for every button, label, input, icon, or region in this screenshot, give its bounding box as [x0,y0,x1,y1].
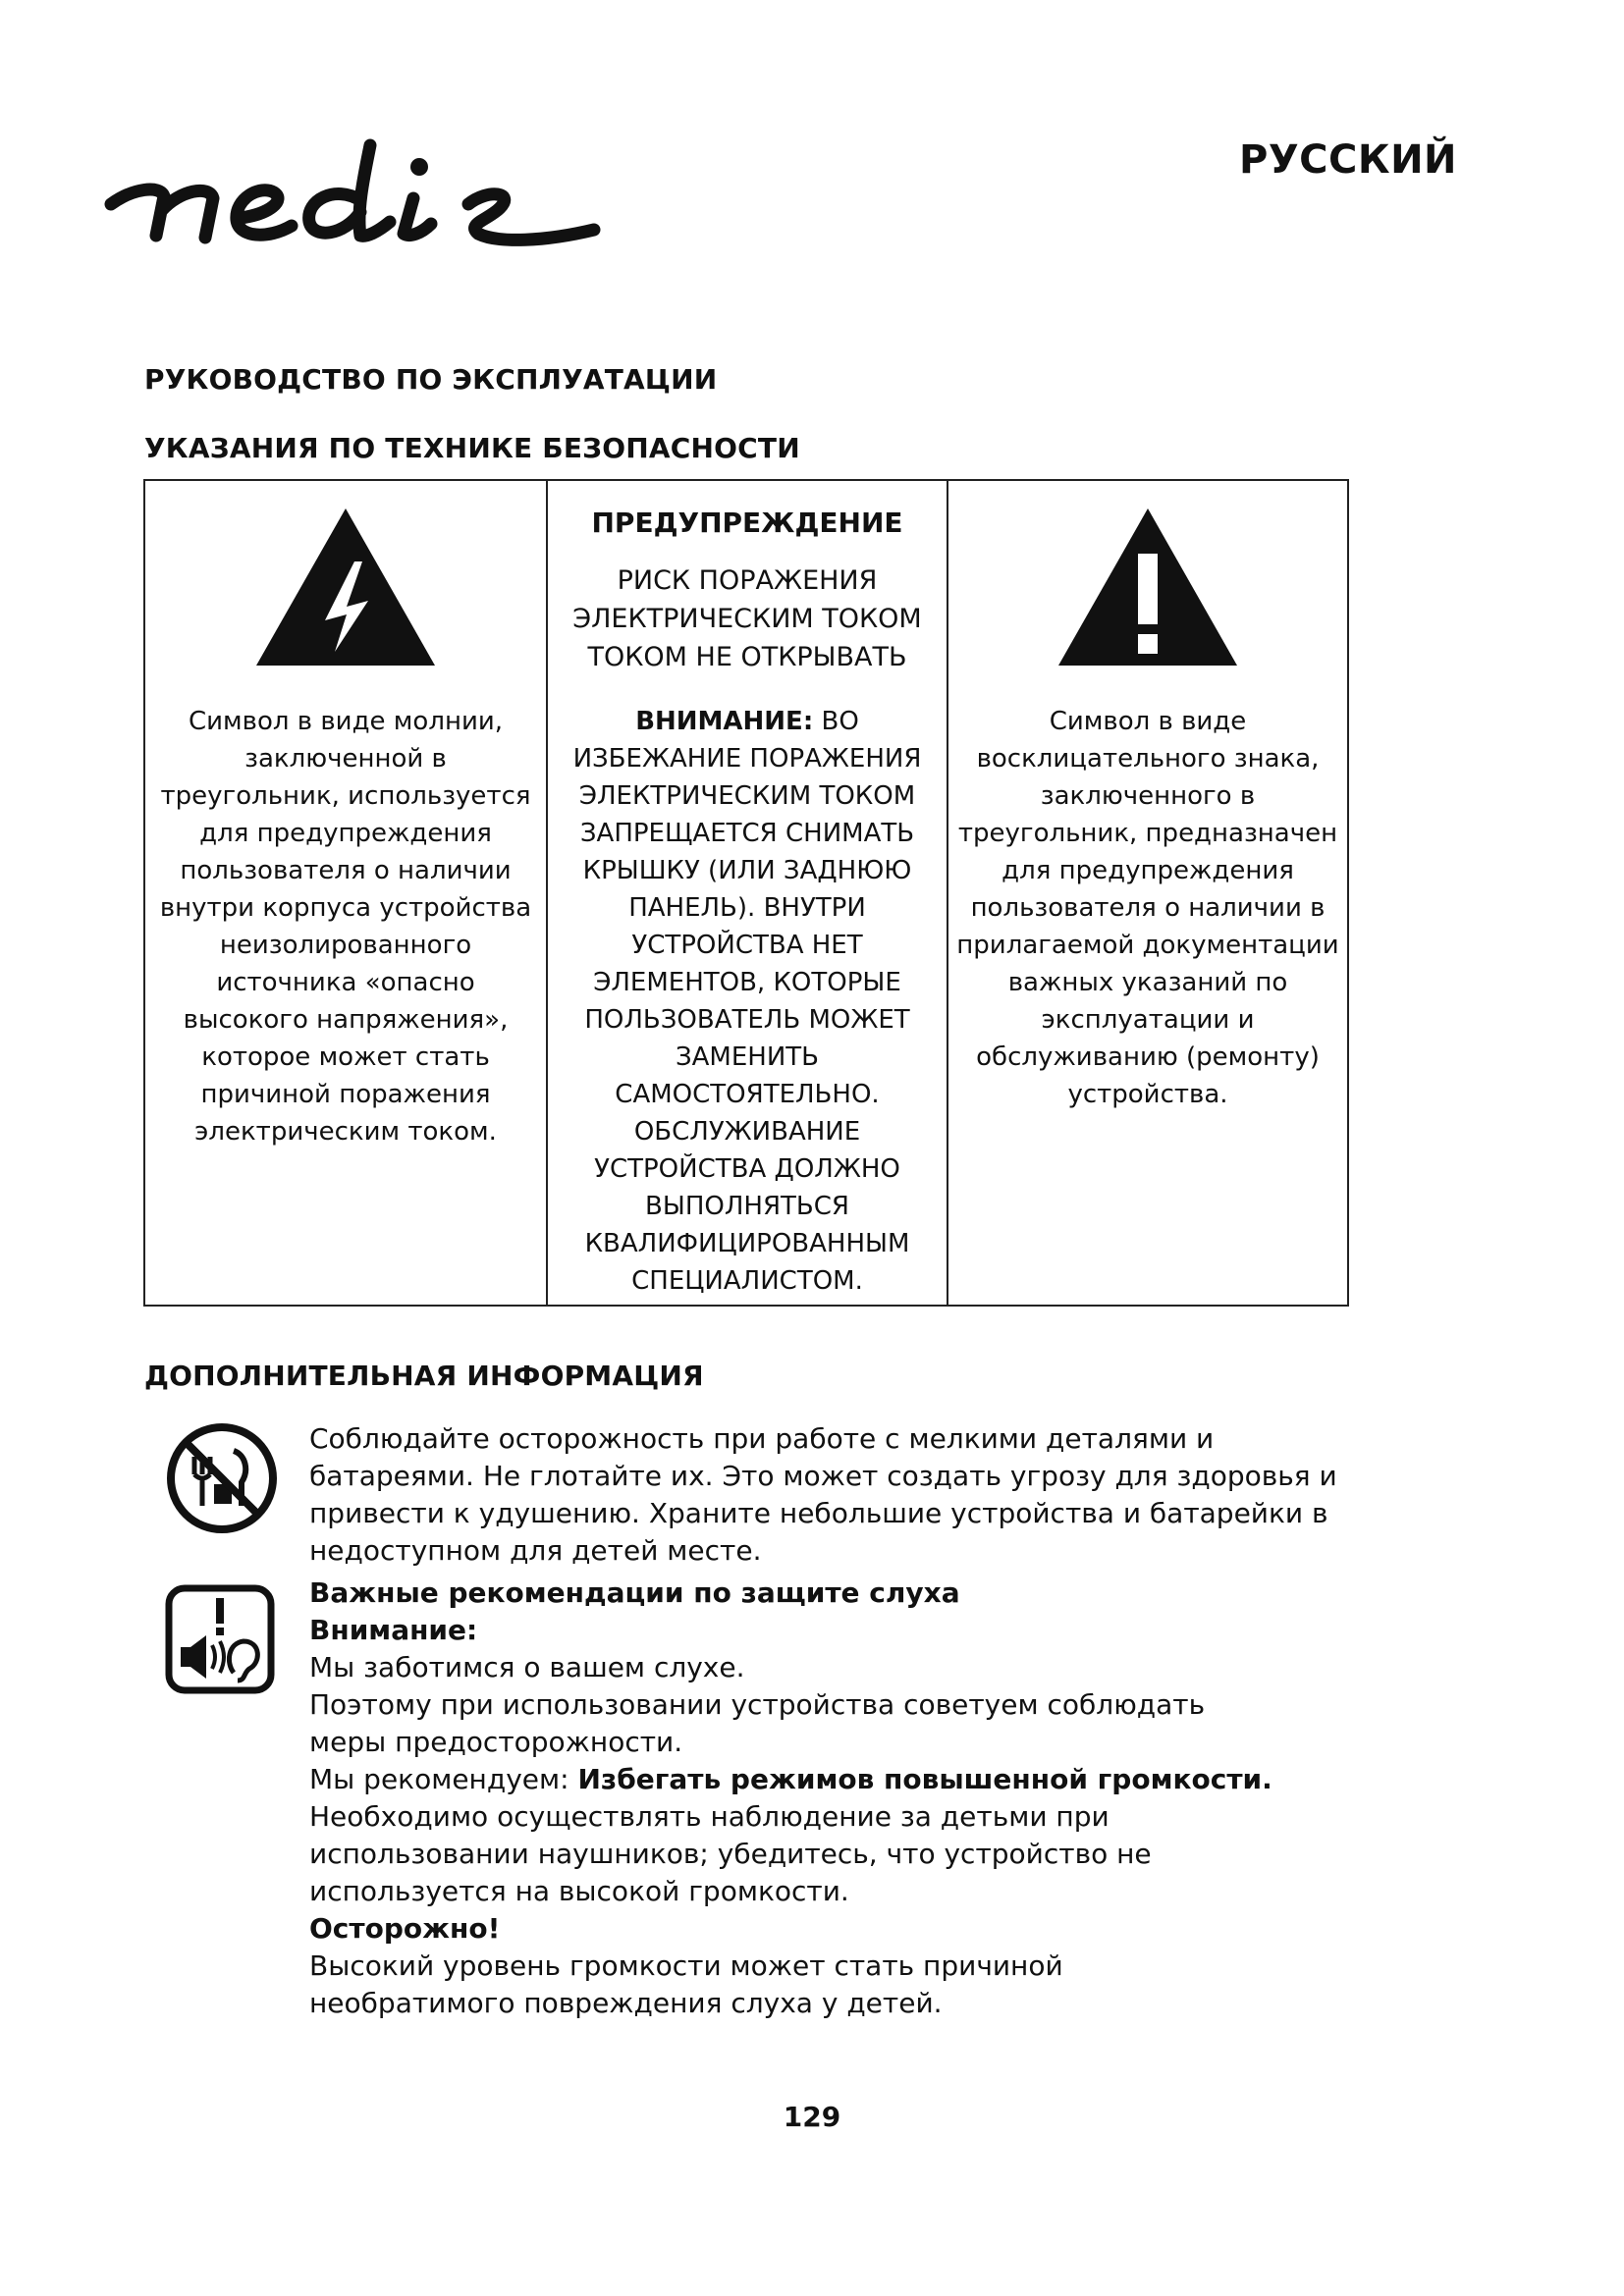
safety-table [143,479,1349,1307]
hearing-block [309,1575,1360,2022]
recommend-bold: Избегать режимов повышенной громкости. [577,1763,1272,1795]
exclamation-description: Символ в виде восклицательного знака, заключенного в треугольник, предназначен для предупреждения пользователя о наличии в прилагаемой документации важных указаний по эксплуатации и обслуживанию (ремонту) устройства. [956,707,1339,1109]
hearing-line-3: Необходимо осуществлять наблюдение за детьми при использовании наушников; убедитесь, что устройство не используется на высокой громкости. [309,1800,1152,1907]
risk-text: РИСК ПОРАЖЕНИЯ ЭЛЕКТРИЧЕСКИМ ТОКОМ ТОКОМ НЕ ОТКРЫВАТЬ [572,565,922,672]
exclamation-cell [948,481,1347,1305]
manual-heading: РУКОВОДСТВО ПО ЭКСПЛУАТАЦИИ [144,363,718,396]
lightning-warning-icon [252,505,439,669]
recommend-prefix: Мы рекомендуем: [309,1763,578,1795]
no-swallow-small-parts-icon [165,1421,279,1535]
lightning-description: Символ в виде молнии, заключенной в треугольник, используется для предупреждения пользователя о наличии внутри корпуса устройства неизолированного источника «опасно высокого напряжения», которое может стать причиной поражения электрическим током. [159,707,532,1147]
nedis-logo [103,128,604,265]
attention-label: Внимание: [309,1614,478,1646]
small-parts-text: Соблюдайте осторожность при работе с мелкими деталями и батареями. Не глотайте их. Это может создать угрозу для здоровья и привести к удушению. Храните небольшие устройства и батарейки в недоступном для детей месте. [309,1422,1337,1567]
hearing-line-1: Мы заботимся о вашем слухе. [309,1651,745,1683]
caution-label: ВНИМАНИЕ: [635,707,814,736]
hearing-line-4: Высокий уровень громкости может стать причиной необратимого повреждения слуха у детей. [309,1949,1063,2019]
careful-label: Осторожно! [309,1912,501,1945]
warning-title: ПРЕДУПРЕЖДЕНИЕ [591,507,903,539]
page-number: 129 [783,2101,841,2133]
warning-cell [548,481,948,1305]
lightning-cell [145,481,548,1305]
caution-body: ВО ИЗБЕЖАНИЕ ПОРАЖЕНИЯ ЭЛЕКТРИЧЕСКИМ ТОКОМ ЗАПРЕЩАЕТСЯ СНИМАТЬ КРЫШКУ (ИЛИ ЗАДНЮЮ ПАНЕЛЬ). ВНУТРИ УСТРОЙСТВА НЕТ ЭЛЕМЕНТОВ, КОТОРЫЕ ПОЛЬЗОВАТЕЛЬ МОЖЕТ ЗАМЕНИТЬ САМОСТОЯТЕЛЬНО. ОБСЛУЖИВАНИЕ УСТРОЙСТВА ДОЛЖНО ВЫПОЛНЯТЬСЯ КВАЛИФИЦИРОВАННЫМ СПЕЦИАЛИСТОМ. [572,707,922,1296]
exclamation-warning-icon [1055,505,1241,669]
recommend-line [309,1761,1360,1798]
extra-info-heading: ДОПОЛНИТЕЛЬНАЯ ИНФОРМАЦИЯ [144,1360,704,1392]
language-label: РУССКИЙ [1239,137,1458,183]
hearing-protection-icon [165,1584,275,1694]
hearing-line-2: Поэтому при использовании устройства советуем соблюдать меры предосторожности. [309,1688,1206,1758]
safety-heading: УКАЗАНИЯ ПО ТЕХНИКЕ БЕЗОПАСНОСТИ [144,432,800,464]
caution-text [558,703,937,1300]
hearing-title: Важные рекомендации по защите слуха [309,1576,960,1609]
